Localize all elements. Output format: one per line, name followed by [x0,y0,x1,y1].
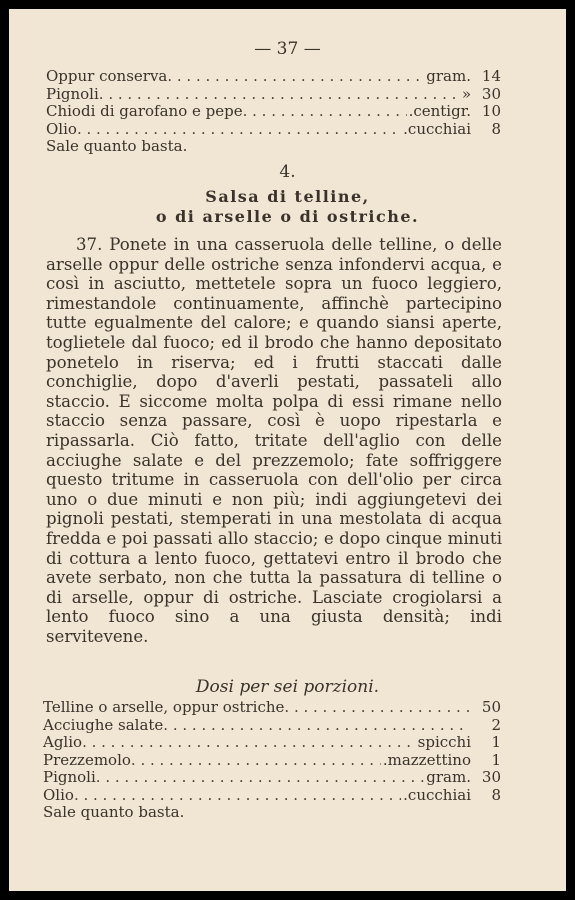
ingredient-row [43,699,501,717]
ingredient-quantity: 1 [491,733,501,751]
ingredient-name: Pignoli [43,768,96,786]
ingredient-name: Olio [46,119,77,138]
dot-leader [284,699,469,717]
ingredient-quantity: 30 [481,768,501,786]
ingredient-row [46,138,501,156]
dot-leader [77,121,401,139]
ingredient-unit: gram. [426,768,471,786]
ingredient-list-previous-recipe [46,68,501,156]
ingredient-row [43,752,501,770]
ingredient-quantity: 8 [491,119,501,138]
ingredient-name: Olio [43,785,74,804]
ingredient-unit: gram. [426,67,471,85]
recipe-instructions [46,235,502,646]
ingredient-unit: spicchi [417,733,471,751]
ingredient-unit: .mazzettino [382,750,471,769]
ingredient-row [43,787,501,805]
ingredient-quantity: 30 [481,84,501,103]
ingredient-unit: .cucchiai [403,119,471,138]
ingredient-name: Prezzemolo [43,750,131,769]
recipe-title-line-1: Salsa di telline, [205,187,370,206]
ingredient-list [43,699,501,822]
ingredient-name: Chiodi di garofano e pepe [46,102,243,120]
ingredient-quantity: 8 [491,785,501,804]
page-number: — 37 — [254,39,321,59]
dot-leader [131,752,381,770]
dot-leader [163,717,469,735]
ingredient-unit: .cucchiai [403,785,471,804]
dot-leader [74,787,401,805]
doses-heading: Dosi per sei porzioni. [195,677,380,697]
ingredient-quantity: 14 [481,67,501,85]
ingredient-name: Acciughe salate [43,715,164,734]
ingredient-row [46,86,501,104]
ingredient-name: Pignoli [46,84,99,103]
ingredient-row [43,734,501,752]
ingredient-quantity: 50 [481,698,501,716]
ingredient-quantity: 10 [481,102,501,120]
ingredient-name: Sale quanto basta. [46,137,188,155]
recipe-paragraph: 37. Ponete in una casseruola delle telline, o delle arselle oppur delle ostriche senza infondervi acqua, e così in asciutto, mettetele sopra un fuoco leggiero, rimestandole continuamente, affinchè partecipino tutte egualmente del calore; e quando siansi aperte, toglietele dal fuoco; ed il brodo che hanno depositato ponetelo in riserva; ed i frutti staccati dalle conchiglie, dopo d'averli pestati, passateli allo staccio. E siccome molta polpa di essi rimane nello staccio senza passare, così è uopo ripestarla e ripassarla. Ciò fatto, tritate dell'aglio con delle acciughe salate e del prezzemolo; fate soffriggere questo tritume in casseruola con dell'olio per circa uno o due minuti e non più; indi aggiungetevi dei pignoli pestati, stemperati in una mestolata di acqua fredda e poi passati allo staccio; e dopo cinque minuti di cottura a lento fuoco, gettatevi entro il brodo che avete serbato, non che tutta la passatura di telline o di arselle, oppur di ostriche. Lasciate crogiolarsi a lento fuoco sino a una giusta densità; indi servitevene. [46,235,502,646]
ingredient-name: Telline o arselle, oppur ostriche [43,698,285,716]
ingredient-name: Aglio [43,733,83,751]
dot-leader [96,769,425,787]
ingredient-row [43,769,501,787]
ingredient-quantity: 1 [491,750,501,769]
dot-leader [167,68,424,86]
dot-leader [82,734,416,752]
dot-leader [99,86,460,104]
ingredient-row [46,68,501,86]
ingredient-row [46,121,501,139]
dot-leader [243,103,407,121]
recipe-title [9,187,566,227]
ingredient-unit: » [461,84,471,103]
ingredient-row [43,804,501,822]
book-page [9,9,566,891]
recipe-number: 4. [279,162,296,182]
ingredient-name: Oppur conserva [46,67,168,85]
recipe-title-line-2: o di arselle o di ostriche. [155,207,420,226]
ingredient-name: Sale quanto basta. [43,803,185,821]
ingredient-quantity: 2 [491,715,501,734]
ingredient-row [46,103,501,121]
ingredient-row [43,717,501,735]
ingredient-unit: .centigr. [408,102,471,120]
